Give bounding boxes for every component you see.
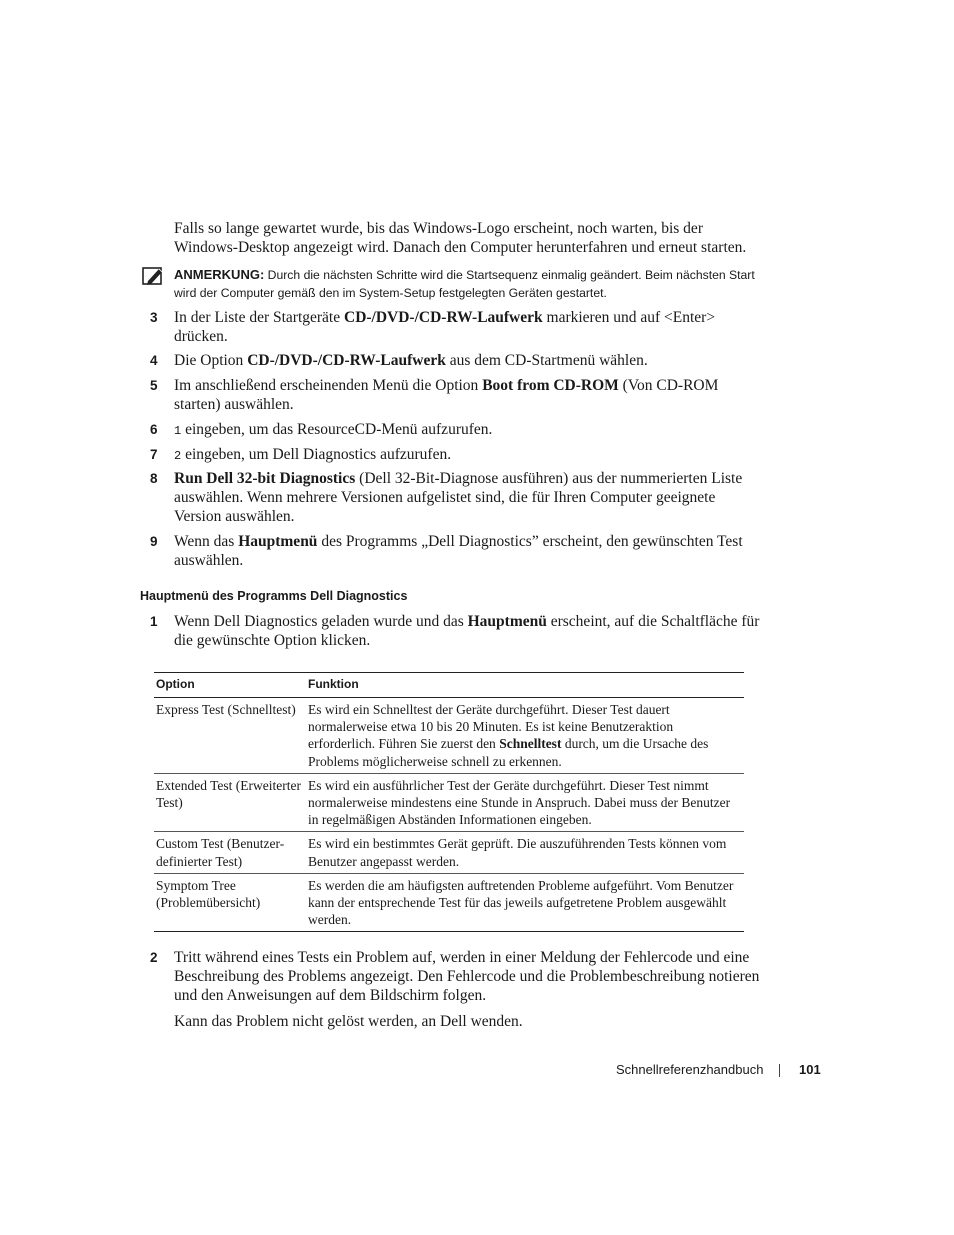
step-number: 5 bbox=[150, 378, 158, 393]
table-row bbox=[154, 773, 744, 832]
footer-separator bbox=[779, 1064, 780, 1077]
step-text: Run Dell 32-bit Diagnostics (Dell 32-Bit-Diagnose ausführen) aus der nummerierten Liste auswählen. Wenn mehrere Versionen aufgelistet sind, die für Ihren Computer geeignete Version auswählen. bbox=[174, 470, 743, 525]
step-number: 2 bbox=[150, 950, 158, 965]
note-block bbox=[174, 266, 764, 302]
step-number: 4 bbox=[150, 353, 158, 368]
table-header-row bbox=[154, 673, 744, 698]
function-cell: Es werden die am häufigsten auftretenden Probleme aufgeführt. Vom Benutzer kann der entsprechende Test für das jeweils aufgetretene Problem ausgewählt werden. bbox=[306, 873, 744, 932]
step-number: 9 bbox=[150, 534, 158, 549]
step-text: Die Option CD-/DVD-/CD-RW-Laufwerk aus dem CD-Startmenü wählen. bbox=[174, 352, 648, 369]
note-label: ANMERKUNG: bbox=[174, 267, 265, 282]
step-number: 6 bbox=[150, 422, 158, 437]
step-number: 1 bbox=[150, 614, 158, 629]
intro-paragraph: Falls so lange gewartet wurde, bis das Windows-Logo erscheint, noch warten, bis der Windows-Desktop angezeigt wird. Danach den Computer herunterfahren und erneut starten. bbox=[174, 220, 747, 256]
footer-title: Schnellreferenzhandbuch bbox=[616, 1062, 764, 1077]
section-heading: Hauptmenü des Programms Dell Diagnostics bbox=[140, 589, 408, 603]
column-header-option: Option bbox=[154, 673, 306, 698]
function-cell: Es wird ein bestimmtes Gerät geprüft. Die auszuführenden Tests können vom Benutzer angepasst werden. bbox=[306, 832, 744, 873]
option-cell: Extended Test (Erweiterter Test) bbox=[154, 773, 306, 832]
option-cell: Custom Test (Benutzer-definierter Test) bbox=[154, 832, 306, 873]
table-row bbox=[154, 832, 744, 873]
option-cell: Express Test (Schnelltest) bbox=[154, 698, 306, 774]
closing-paragraph: Kann das Problem nicht gelöst werden, an Dell wenden. bbox=[174, 1013, 523, 1030]
diagnostics-options-table bbox=[154, 672, 744, 932]
pencil-note-icon bbox=[142, 266, 164, 286]
step-text: 2 eingeben, um Dell Diagnostics aufzurufen. bbox=[174, 446, 452, 463]
function-cell: Es wird ein ausführlicher Test der Geräte durchgeführt. Dieser Test nimmt normalerweise mindestens eine Stunde in Anspruch. Dabei muss der Benutzer in regelmäßigen Abständen Informationen eingeben. bbox=[306, 773, 744, 832]
step-text: Wenn Dell Diagnostics geladen wurde und das Hauptmenü erscheint, auf die Schaltfläche für die gewünschte Option klicken. bbox=[174, 613, 760, 649]
function-cell: Es wird ein Schnelltest der Geräte durchgeführt. Dieser Test dauert normalerweise etwa 10 bis 20 Minuten. Es ist keine Benutzeraktion erforderlich. Führen Sie zuerst den Schnelltest durch, um die Ursache des Problems möglicherweise schnell zu erkennen. bbox=[306, 698, 744, 774]
note-text: Durch die nächsten Schritte wird die Startsequenz einmalig geändert. Beim nächsten Start wird der Computer gemäß den im System-Setup festgelegten Geräten gestartet. bbox=[174, 268, 755, 300]
step-text: Tritt während eines Tests ein Problem auf, werden in einer Meldung der Fehlercode und eine Beschreibung des Problems angezeigt. Den Fehlercode und die Problembeschreibung notieren und den Anweisungen auf dem Bildschirm folgen. bbox=[174, 949, 760, 1004]
step-number: 8 bbox=[150, 471, 158, 486]
column-header-function: Funktion bbox=[306, 673, 744, 698]
option-cell: Symptom Tree (Problemübersicht) bbox=[154, 873, 306, 932]
step-number: 3 bbox=[150, 310, 158, 325]
step-text: In der Liste der Startgeräte CD-/DVD-/CD-RW-Laufwerk markieren und auf <Enter> drücken. bbox=[174, 309, 716, 345]
step-text: Im anschließend erscheinenden Menü die Option Boot from CD-ROM (Von CD-ROM starten) auswählen. bbox=[174, 377, 719, 413]
step-text: Wenn das Hauptmenü des Programms „Dell Diagnostics” erscheint, den gewünschten Test auswählen. bbox=[174, 533, 743, 569]
step-text: 1 eingeben, um das ResourceCD-Menü aufzurufen. bbox=[174, 421, 493, 438]
step-number: 7 bbox=[150, 447, 158, 462]
page-number: 101 bbox=[799, 1062, 821, 1077]
table-row bbox=[154, 698, 744, 774]
table-row bbox=[154, 873, 744, 932]
